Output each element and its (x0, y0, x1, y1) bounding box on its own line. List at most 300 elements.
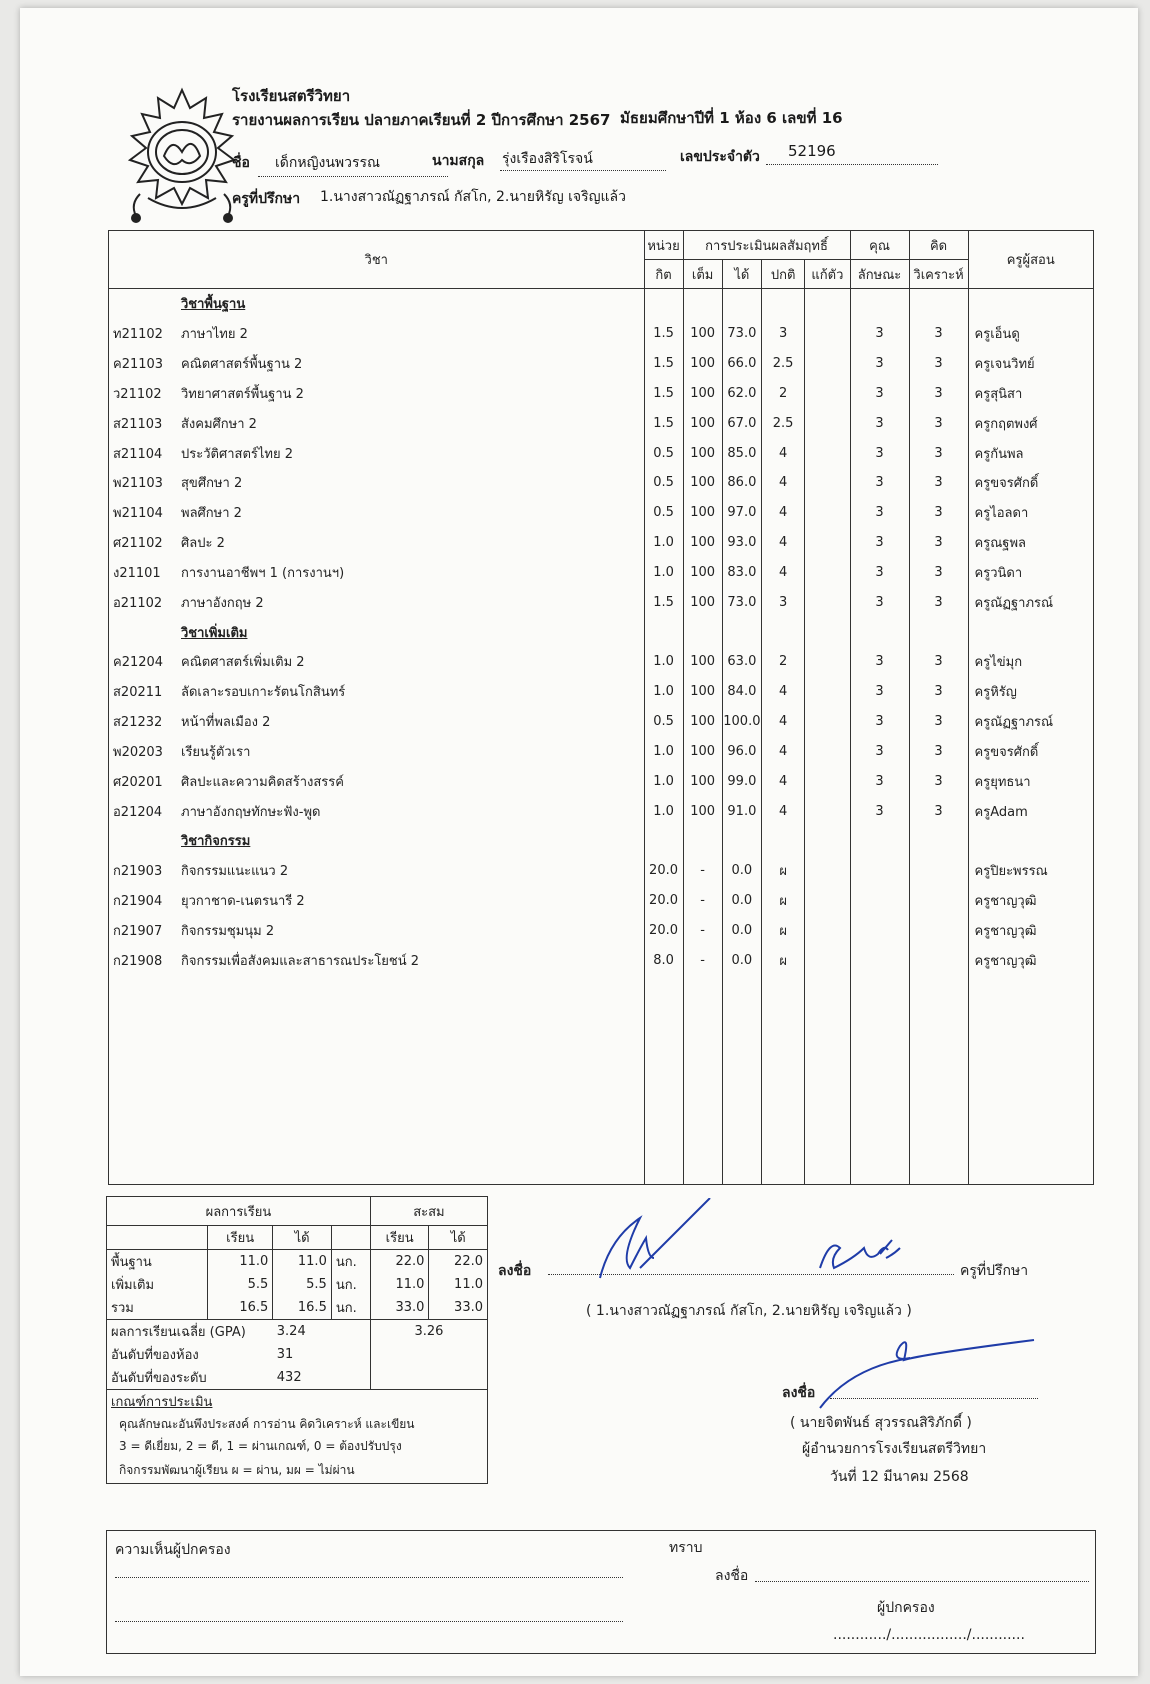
grade-normal: 4 (762, 528, 805, 558)
teacher: ครูชาญวุฒิ (968, 886, 1093, 916)
teacher: ครูยุทธนา (968, 766, 1093, 796)
credit: 1.5 (644, 408, 683, 438)
table-row (109, 677, 1094, 707)
grade-retake (805, 945, 850, 975)
full-score: 100 (683, 349, 722, 379)
section-blank-cell (805, 826, 850, 856)
surname-dotted-line (500, 170, 666, 171)
empty-cell (909, 1124, 968, 1154)
section-blank-cell (968, 826, 1093, 856)
characteristic: 3 (850, 677, 909, 707)
empty-cell (909, 1035, 968, 1065)
empty-cell (683, 1124, 722, 1154)
grade-retake (805, 707, 850, 737)
grade-retake (805, 677, 850, 707)
table-row (109, 766, 1094, 796)
summary-row-cum-study: 22.0 (370, 1250, 429, 1274)
advisor-sign-label: ลงชื่อ (498, 1263, 532, 1279)
subject-code: ส21104 (109, 438, 178, 468)
criteria-line-2: 3 = ดีเยี่ยม, 2 = ดี, 1 = ผ่านเกณฑ์, 0 = ต้องปรับปรุง (119, 1438, 402, 1453)
full-score: 100 (683, 677, 722, 707)
characteristic (850, 886, 909, 916)
characteristic: 3 (850, 438, 909, 468)
subject-code: ค21204 (109, 647, 178, 677)
guardian-sign-line[interactable] (755, 1581, 1089, 1582)
grade-retake (805, 736, 850, 766)
grade-normal: ผ (762, 915, 805, 945)
empty-cell (644, 1035, 683, 1065)
section-blank-cell (644, 617, 683, 647)
empty-cell (805, 1094, 850, 1124)
advisor-label: ครูที่ปรึกษา (232, 191, 301, 207)
analytical-thinking (909, 886, 968, 916)
empty-cell (850, 1065, 909, 1095)
analytical-thinking: 3 (909, 379, 968, 409)
teacher: ครูชาญวุฒิ (968, 915, 1093, 945)
empty-cell (762, 1005, 805, 1035)
full-score: 100 (683, 408, 722, 438)
table-row (109, 886, 1094, 916)
full-score: 100 (683, 707, 722, 737)
credit: 1.0 (644, 528, 683, 558)
header-got: ได้ (722, 260, 761, 289)
empty-cell (177, 1154, 644, 1184)
analytical-thinking (909, 856, 968, 886)
characteristic: 3 (850, 557, 909, 587)
section-header-row (109, 617, 1094, 647)
director-handwritten-signature (810, 1328, 1050, 1418)
characteristic: 3 (850, 528, 909, 558)
teacher: ครูหิรัญ (968, 677, 1093, 707)
credit: 20.0 (644, 886, 683, 916)
table-row (109, 498, 1094, 528)
credit: 20.0 (644, 915, 683, 945)
grade-normal: 4 (762, 677, 805, 707)
section-blank-cell (762, 826, 805, 856)
empty-cell (909, 1154, 968, 1184)
summary-row (107, 1250, 488, 1274)
header-char-top: คุณ (850, 231, 909, 260)
characteristic: 3 (850, 408, 909, 438)
subject-code: ส21103 (109, 408, 178, 438)
summary-row-got: 16.5 (273, 1296, 332, 1320)
characteristic: 3 (850, 379, 909, 409)
characteristic: 3 (850, 468, 909, 498)
teacher: ครูวนิดา (968, 557, 1093, 587)
subject-code: ก21908 (109, 945, 178, 975)
grade-retake (805, 796, 850, 826)
empty-row (109, 1154, 1094, 1184)
table-row (109, 349, 1094, 379)
full-score: 100 (683, 587, 722, 617)
section-blank-cell (762, 617, 805, 647)
score: 66.0 (722, 349, 761, 379)
full-score: 100 (683, 647, 722, 677)
credit: 0.5 (644, 498, 683, 528)
empty-cell (805, 1124, 850, 1154)
grade-normal: 4 (762, 438, 805, 468)
director-name: ( นายจิตพันธ์ สุวรรณสิริภักดี์ ) (790, 1415, 972, 1431)
teacher: ครูปิยะพรรณ (968, 856, 1093, 886)
id-value: 52196 (788, 142, 836, 160)
empty-cell (968, 1094, 1093, 1124)
advisor-role: ครูที่ปรึกษา (960, 1263, 1029, 1279)
subject-name: ภาษาไทย 2 (177, 319, 644, 349)
grade-normal: 3 (762, 319, 805, 349)
subject-code: พ20203 (109, 736, 178, 766)
header-credit-bottom: กิต (644, 260, 683, 289)
teacher: ครูณัฏฐาภรณ์ (968, 587, 1093, 617)
section-blank-cell (805, 289, 850, 319)
summary-row-label: พื้นฐาน (107, 1250, 208, 1274)
empty-cell (805, 1065, 850, 1095)
summary-table (106, 1196, 488, 1484)
grades-body (109, 289, 1094, 1185)
summary-row-unit: นก. (331, 1296, 370, 1320)
empty-cell (722, 1005, 761, 1035)
id-label: เลขประจำตัว (680, 149, 760, 165)
gpa-label: ผลการเรียนเฉลี่ย (GPA) (111, 1325, 246, 1340)
empty-cell (722, 1035, 761, 1065)
analytical-thinking: 3 (909, 707, 968, 737)
subject-name: ลัดเลาะรอบเกาะรัตนโกสินทร์ (177, 677, 644, 707)
grade-normal: 4 (762, 498, 805, 528)
full-score: - (683, 945, 722, 975)
credit: 1.0 (644, 736, 683, 766)
header-subject: วิชา (109, 231, 645, 289)
analytical-thinking: 3 (909, 647, 968, 677)
subject-name: สุขศึกษา 2 (177, 468, 644, 498)
subject-name: กิจกรรมชุมนุม 2 (177, 915, 644, 945)
characteristic (850, 915, 909, 945)
subject-name: คณิตศาสตร์เพิ่มเติม 2 (177, 647, 644, 677)
credit: 1.5 (644, 587, 683, 617)
grade-normal: 3 (762, 587, 805, 617)
section-blank-cell (968, 617, 1093, 647)
rank-room-label: อันดับที่ของห้อง (111, 1348, 199, 1363)
empty-cell (968, 1124, 1093, 1154)
empty-cell (109, 1124, 178, 1154)
section-title: วิชาเพิ่มเติม (177, 617, 644, 647)
summary-row-label: รวม (107, 1296, 208, 1320)
score: 73.0 (722, 319, 761, 349)
teacher: ครูขจรศักดิ์ (968, 468, 1093, 498)
director-role: ผู้อำนวยการโรงเรียนสตรีวิทยา (802, 1441, 987, 1457)
guardian-ack-label: ทราบ (669, 1540, 703, 1556)
empty-cell (109, 1005, 178, 1035)
id-dotted-line (766, 164, 938, 165)
summary-row-cum-got: 22.0 (454, 1254, 483, 1269)
full-score: 100 (683, 796, 722, 826)
credit: 1.5 (644, 319, 683, 349)
teacher: ครูไอลดา (968, 498, 1093, 528)
empty-cell (850, 1124, 909, 1154)
analytical-thinking: 3 (909, 498, 968, 528)
school-crest-logo (118, 86, 246, 226)
advisor-value: 1.นางสาวณัฏฐาภรณ์ กัสโก, 2.นายหิรัญ เจริญแล้ว (320, 189, 626, 205)
empty-cell (805, 1005, 850, 1035)
score: 91.0 (722, 796, 761, 826)
grade-retake (805, 528, 850, 558)
grade-retake (805, 379, 850, 409)
grade-normal: ผ (762, 856, 805, 886)
grade-normal: 4 (762, 766, 805, 796)
score: 63.0 (722, 647, 761, 677)
subject-name: เรียนรู้ตัวเรา (177, 736, 644, 766)
analytical-thinking: 3 (909, 587, 968, 617)
score: 86.0 (722, 468, 761, 498)
section-blank-cell (644, 826, 683, 856)
surname-value: รุ่งเรืองสิริโรจน์ (502, 151, 593, 167)
summary-row-cum-got: 33.0 (454, 1300, 483, 1315)
empty-cell (850, 975, 909, 1005)
table-row (109, 379, 1094, 409)
empty-cell (805, 975, 850, 1005)
grade-normal: 4 (762, 707, 805, 737)
full-score: 100 (683, 557, 722, 587)
subject-code: ค21103 (109, 349, 178, 379)
empty-cell (109, 1065, 178, 1095)
section-blank-cell (683, 617, 722, 647)
score: 73.0 (722, 587, 761, 617)
empty-cell (762, 1065, 805, 1095)
empty-cell (683, 1035, 722, 1065)
empty-row (109, 1124, 1094, 1154)
subject-code: ว21102 (109, 379, 178, 409)
subject-code: ก21904 (109, 886, 178, 916)
empty-cell (850, 1035, 909, 1065)
surname-label: นามสกุล (432, 153, 485, 169)
rank-level-label: อันดับที่ของระดับ (111, 1371, 207, 1386)
grade-normal: 4 (762, 796, 805, 826)
header-assessment: การประเมินผลสัมฤทธิ์ (683, 231, 850, 260)
score: 0.0 (722, 915, 761, 945)
section-code-blank (109, 289, 178, 319)
table-row (109, 736, 1094, 766)
characteristic: 3 (850, 707, 909, 737)
criteria-title: เกณฑ์การประเมิน (111, 1395, 213, 1410)
table-row (109, 796, 1094, 826)
summary-blank (107, 1226, 208, 1250)
credit: 0.5 (644, 707, 683, 737)
table-row (109, 915, 1094, 945)
guardian-opinion-line-2[interactable] (115, 1621, 623, 1622)
analytical-thinking: 3 (909, 528, 968, 558)
score: 93.0 (722, 528, 761, 558)
grade-retake (805, 647, 850, 677)
subject-code: อ21204 (109, 796, 178, 826)
score: 62.0 (722, 379, 761, 409)
characteristic: 3 (850, 766, 909, 796)
analytical-thinking: 3 (909, 557, 968, 587)
summary-unit-blank (331, 1226, 370, 1250)
subject-code: ก21903 (109, 856, 178, 886)
full-score: 100 (683, 498, 722, 528)
empty-cell (109, 1035, 178, 1065)
empty-cell (805, 1154, 850, 1184)
empty-cell (805, 1035, 850, 1065)
summary-got-header: ได้ (273, 1226, 332, 1250)
teacher: ครูณฐพล (968, 528, 1093, 558)
empty-cell (177, 1094, 644, 1124)
analytical-thinking: 3 (909, 408, 968, 438)
section-blank-cell (683, 289, 722, 319)
full-score: - (683, 856, 722, 886)
empty-cell (968, 1005, 1093, 1035)
empty-cell (968, 1065, 1093, 1095)
score: 67.0 (722, 408, 761, 438)
report-page (20, 8, 1138, 1676)
empty-cell (177, 975, 644, 1005)
section-blank-cell (683, 826, 722, 856)
empty-cell (722, 1065, 761, 1095)
name-value: เด็กหญิงนพวรรณ (275, 155, 381, 171)
guardian-opinion-line-1[interactable] (115, 1577, 623, 1578)
summary-row (107, 1273, 488, 1296)
grade-normal: ผ (762, 886, 805, 916)
section-title: วิชาพื้นฐาน (177, 289, 644, 319)
full-score: 100 (683, 319, 722, 349)
summary-row-unit: นก. (331, 1250, 370, 1274)
empty-cell (109, 1154, 178, 1184)
characteristic (850, 856, 909, 886)
subject-name: หน้าที่พลเมือง 2 (177, 707, 644, 737)
criteria-line-1: คุณลักษณะอันพึงประสงค์ การอ่าน คิดวิเคราะห์ และเขียน (119, 1416, 415, 1431)
summary-row-unit: นก. (331, 1273, 370, 1296)
subject-code: พ21104 (109, 498, 178, 528)
analytical-thinking: 3 (909, 677, 968, 707)
teacher: ครูสุนิสา (968, 379, 1093, 409)
table-row (109, 945, 1094, 975)
grade-normal: 4 (762, 557, 805, 587)
credit: 1.0 (644, 766, 683, 796)
teacher: ครูณัฏฐาภรณ์ (968, 707, 1093, 737)
score: 0.0 (722, 856, 761, 886)
empty-cell (109, 975, 178, 1005)
subject-code: ง21101 (109, 557, 178, 587)
criteria-line-3: กิจกรรมพัฒนาผู้เรียน ผ = ผ่าน, มผ = ไม่ผ่าน (119, 1462, 355, 1477)
grade-normal: ผ (762, 945, 805, 975)
score: 85.0 (722, 438, 761, 468)
empty-row (109, 1005, 1094, 1035)
subject-code: ศ21102 (109, 528, 178, 558)
empty-cell (762, 975, 805, 1005)
grade-retake (805, 587, 850, 617)
empty-cell (762, 1035, 805, 1065)
grade-retake (805, 468, 850, 498)
summary-row-got: 5.5 (273, 1273, 332, 1296)
table-row (109, 528, 1094, 558)
analytical-thinking: 3 (909, 349, 968, 379)
subject-code: ท21102 (109, 319, 178, 349)
header-char-bottom: ลักษณะ (850, 260, 909, 289)
table-row (109, 856, 1094, 886)
grade-normal: 2.5 (762, 349, 805, 379)
subject-name: ยุวกาชาด-เนตรนารี 2 (177, 886, 644, 916)
header-think-bottom: วิเคราะห์ (909, 260, 968, 289)
empty-row (109, 1035, 1094, 1065)
score: 83.0 (722, 557, 761, 587)
empty-cell (909, 975, 968, 1005)
section-blank-cell (850, 826, 909, 856)
empty-cell (644, 1124, 683, 1154)
section-blank-cell (644, 289, 683, 319)
analytical-thinking: 3 (909, 766, 968, 796)
header-think-top: คิด (909, 231, 968, 260)
section-blank-cell (762, 289, 805, 319)
subject-code: พ21103 (109, 468, 178, 498)
guardian-role: ผู้ปกครอง (877, 1600, 935, 1616)
empty-cell (850, 1094, 909, 1124)
score: 96.0 (722, 736, 761, 766)
subject-code: ก21907 (109, 915, 178, 945)
subject-name: ศิลปะและความคิดสร้างสรรค์ (177, 766, 644, 796)
section-blank-cell (722, 617, 761, 647)
teacher: ครูขจรศักดิ์ (968, 736, 1093, 766)
table-row (109, 587, 1094, 617)
grade-normal: 4 (762, 468, 805, 498)
empty-cell (644, 1005, 683, 1035)
grade-retake (805, 886, 850, 916)
empty-cell (644, 1065, 683, 1095)
table-row (109, 408, 1094, 438)
section-blank-cell (909, 826, 968, 856)
score: 97.0 (722, 498, 761, 528)
empty-cell (850, 1005, 909, 1035)
section-code-blank (109, 826, 178, 856)
credit: 1.0 (644, 677, 683, 707)
section-blank-cell (722, 826, 761, 856)
summary-cumulative-header: สะสม (413, 1204, 445, 1220)
grade-normal: 2 (762, 647, 805, 677)
analytical-thinking (909, 945, 968, 975)
grade-retake (805, 319, 850, 349)
teacher: ครูเจนวิทย์ (968, 349, 1093, 379)
grade-retake (805, 557, 850, 587)
name-label: ชื่อ (232, 155, 250, 171)
credit: 8.0 (644, 945, 683, 975)
empty-cell (683, 1005, 722, 1035)
section-blank-cell (909, 289, 968, 319)
header-retake: แก้ตัว (805, 260, 850, 289)
empty-cell (683, 1065, 722, 1095)
summary-row-cum-study: 33.0 (370, 1296, 429, 1320)
guardian-box (106, 1530, 1096, 1654)
grades-table (108, 230, 1094, 1185)
table-row (109, 468, 1094, 498)
table-row (109, 707, 1094, 737)
full-score: - (683, 886, 722, 916)
summary-row-got: 11.0 (273, 1250, 332, 1274)
guardian-date-line[interactable]: ............/................./............ (833, 1627, 1025, 1643)
name-dotted-line (258, 176, 448, 177)
grade-retake (805, 766, 850, 796)
director-sign-label: ลงชื่อ (782, 1385, 816, 1401)
score: 0.0 (722, 886, 761, 916)
grade-retake (805, 438, 850, 468)
credit: 20.0 (644, 856, 683, 886)
subject-name: ประวัติศาสตร์ไทย 2 (177, 438, 644, 468)
empty-cell (909, 1094, 968, 1124)
empty-cell (850, 1154, 909, 1184)
subject-code: ส21232 (109, 707, 178, 737)
table-row (109, 319, 1094, 349)
header-credit-top: หน่วย (644, 231, 683, 260)
rank-level-value: 432 (273, 1366, 371, 1390)
summary-result-header: ผลการเรียน (107, 1197, 371, 1226)
section-blank-cell (722, 289, 761, 319)
empty-cell (762, 1094, 805, 1124)
